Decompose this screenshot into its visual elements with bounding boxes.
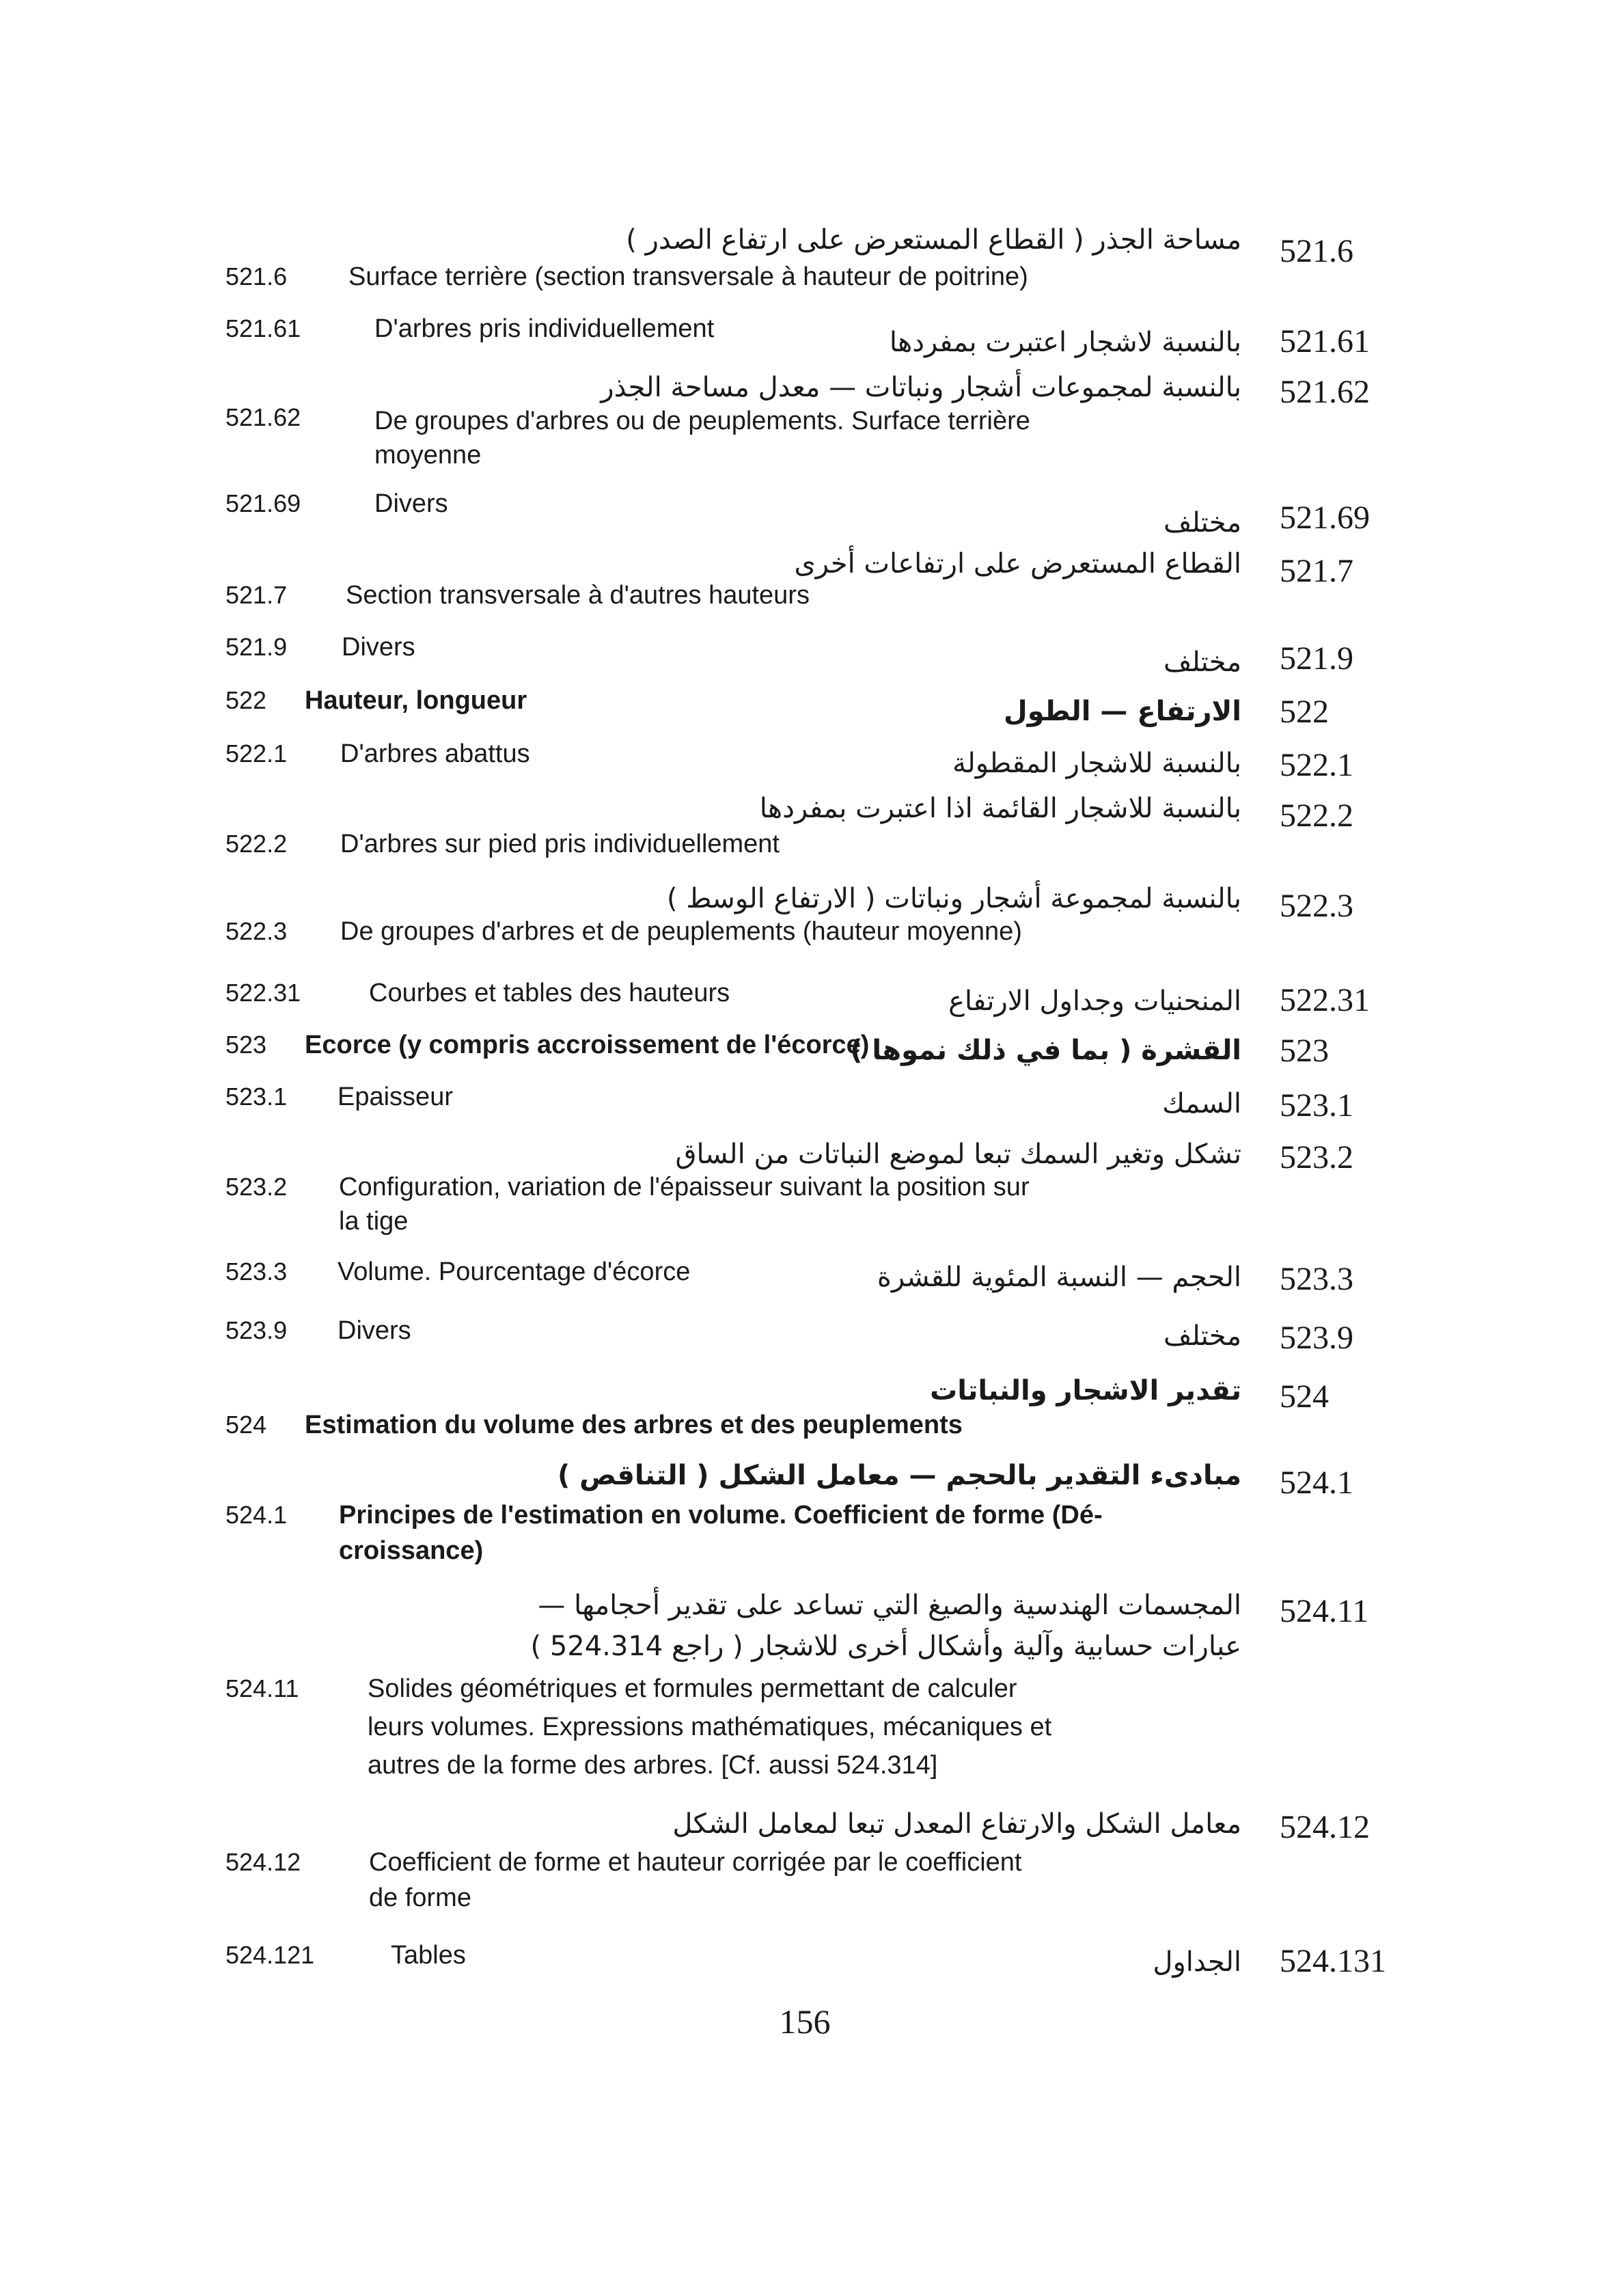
arabic-heading: الحجم — النسبة المئوية للقشرة xyxy=(877,1262,1241,1293)
arabic-code: 524.131 xyxy=(1280,1943,1386,1979)
arabic-heading: تقدير الاشجار والنباتات xyxy=(930,1375,1241,1406)
french-code: 522.2 xyxy=(225,830,288,858)
french-code: 521.9 xyxy=(225,633,288,661)
french-code: 522.31 xyxy=(225,979,301,1007)
french-heading-continuation: de forme xyxy=(369,1884,471,1912)
french-heading-continuation: leurs volumes. Expressions mathématiques, mécaniques et xyxy=(368,1713,1052,1741)
french-code: 524.12 xyxy=(225,1848,301,1876)
french-heading-continuation: autres de la forme des arbres. [Cf. aussi 524.314] xyxy=(368,1751,938,1780)
arabic-heading: المنحنيات وجداول الارتفاع xyxy=(948,985,1241,1017)
french-heading: Estimation du volume des arbres et des peuplements xyxy=(305,1411,963,1439)
french-heading: De groupes d'arbres et de peuplements (hauteur moyenne) xyxy=(340,917,1022,946)
french-heading: Principes de l'estimation en volume. Coefficient de forme (Dé- xyxy=(339,1501,1103,1530)
arabic-code: 521.61 xyxy=(1280,323,1370,359)
french-code: 524 xyxy=(225,1411,267,1439)
arabic-heading: المجسمات الهندسية والصيغ التي تساعد على تقدير أحجامها — xyxy=(538,1590,1241,1621)
french-heading: D'arbres sur pied pris individuellement xyxy=(340,830,780,858)
french-heading: Divers xyxy=(342,633,415,662)
french-heading: Hauteur, longueur xyxy=(305,686,527,715)
french-heading: Coefficient de forme et hauteur corrigée par le coefficient xyxy=(369,1848,1022,1877)
french-heading: Solides géométriques et formules permettant de calculer xyxy=(368,1674,1017,1703)
arabic-heading: القشرة ( بما في ذلك نموها ) xyxy=(850,1035,1241,1066)
french-code: 523.9 xyxy=(225,1316,288,1344)
french-heading: Configuration, variation de l'épaisseur suivant la position sur xyxy=(339,1173,1030,1201)
arabic-heading: بالنسبة للاشجار المقطولة xyxy=(952,748,1241,779)
arabic-heading: بالنسبة لمجموعات أشجار ونباتات — معدل مساحة الجذر xyxy=(601,372,1241,403)
french-code: 523.2 xyxy=(225,1173,288,1201)
french-heading: Tables xyxy=(391,1941,466,1970)
french-code: 522.3 xyxy=(225,917,288,945)
french-code: 521.7 xyxy=(225,581,288,609)
arabic-heading: مبادىء التقدير بالحجم — معامل الشكل ( التناقص ) xyxy=(557,1460,1241,1491)
french-code: 521.69 xyxy=(225,489,301,517)
arabic-heading: الارتفاع — الطول xyxy=(1003,696,1241,727)
french-heading: D'arbres pris individuellement xyxy=(374,314,715,343)
arabic-code: 521.6 xyxy=(1280,233,1353,269)
arabic-code: 524.11 xyxy=(1280,1593,1369,1629)
arabic-code: 523.3 xyxy=(1280,1261,1353,1297)
arabic-code: 522.2 xyxy=(1280,798,1353,834)
arabic-code: 523.2 xyxy=(1280,1139,1353,1175)
french-heading: Divers xyxy=(338,1316,411,1345)
arabic-code: 521.69 xyxy=(1280,500,1370,536)
french-heading: De groupes d'arbres ou de peuplements. Surface terrière xyxy=(374,407,1030,435)
french-code: 524.11 xyxy=(225,1674,299,1702)
arabic-heading: مساحة الجذر ( القطاع المستعرض على ارتفاع الصدر ) xyxy=(626,224,1241,256)
french-code: 524.1 xyxy=(225,1501,288,1529)
french-heading: D'arbres abattus xyxy=(340,739,530,768)
arabic-heading: بالنسبة للاشجار القائمة اذا اعتبرت بمفردها xyxy=(759,793,1241,824)
arabic-heading: القطاع المستعرض على ارتفاعات أخرى xyxy=(794,548,1241,580)
french-code: 524.121 xyxy=(225,1941,315,1969)
french-code: 523.1 xyxy=(225,1083,288,1111)
french-heading: Divers xyxy=(374,489,448,518)
arabic-code: 522.1 xyxy=(1280,747,1353,783)
arabic-code: 521.62 xyxy=(1280,374,1370,410)
arabic-code: 522.3 xyxy=(1280,888,1353,924)
arabic-code: 521.7 xyxy=(1280,553,1353,589)
arabic-code: 524 xyxy=(1280,1378,1329,1415)
arabic-heading: بالنسبة لاشجار اعتبرت بمفردها xyxy=(889,327,1241,358)
arabic-code: 524.12 xyxy=(1280,1809,1370,1845)
french-heading: Section transversale à d'autres hauteurs xyxy=(346,581,810,610)
arabic-code: 524.1 xyxy=(1280,1465,1353,1501)
french-heading: Epaisseur xyxy=(338,1083,453,1111)
arabic-code: 523.1 xyxy=(1280,1087,1353,1124)
french-heading-continuation: la tige xyxy=(339,1207,409,1236)
arabic-heading: بالنسبة لمجموعة أشجار ونباتات ( الارتفاع الوسط ) xyxy=(667,883,1241,914)
arabic-heading: السمك xyxy=(1162,1088,1241,1119)
page-number: 156 xyxy=(779,2002,831,2041)
french-code: 523 xyxy=(225,1031,267,1059)
french-code: 522 xyxy=(225,686,267,714)
french-heading-continuation: moyenne xyxy=(374,441,482,470)
french-code: 521.6 xyxy=(225,262,288,290)
french-code: 521.61 xyxy=(225,314,301,342)
arabic-code: 523.9 xyxy=(1280,1320,1353,1356)
french-heading: Surface terrière (section transversale à hauteur de poitrine) xyxy=(348,262,1028,291)
french-heading: Volume. Pourcentage d'écorce xyxy=(338,1257,691,1286)
arabic-heading: مختلف xyxy=(1164,1320,1241,1352)
french-code: 523.3 xyxy=(225,1257,288,1286)
french-heading: Ecorce (y compris accroissement de l'écorce) xyxy=(305,1031,870,1059)
arabic-heading: الجداول xyxy=(1153,1946,1241,1978)
arabic-code: 521.9 xyxy=(1280,640,1353,677)
french-code: 521.62 xyxy=(225,403,301,431)
arabic-heading-continuation: عبارات حسابية وآلية وأشكال أخرى للاشجار ( راجع 524.314 ) xyxy=(530,1631,1241,1662)
arabic-code: 522 xyxy=(1280,694,1329,730)
arabic-heading: مختلف xyxy=(1164,647,1241,678)
french-heading-continuation: croissance) xyxy=(339,1536,484,1565)
arabic-code: 522.31 xyxy=(1280,982,1370,1018)
arabic-heading: معامل الشكل والارتفاع المعدل تبعا لمعامل الشكل xyxy=(672,1808,1241,1840)
french-heading: Courbes et tables des hauteurs xyxy=(369,979,730,1007)
arabic-heading: تشكل وتغير السمك تبعا لموضع النباتات من الساق xyxy=(675,1139,1241,1170)
arabic-heading: مختلف xyxy=(1164,507,1241,539)
arabic-code: 523 xyxy=(1280,1033,1329,1069)
french-code: 522.1 xyxy=(225,739,288,767)
